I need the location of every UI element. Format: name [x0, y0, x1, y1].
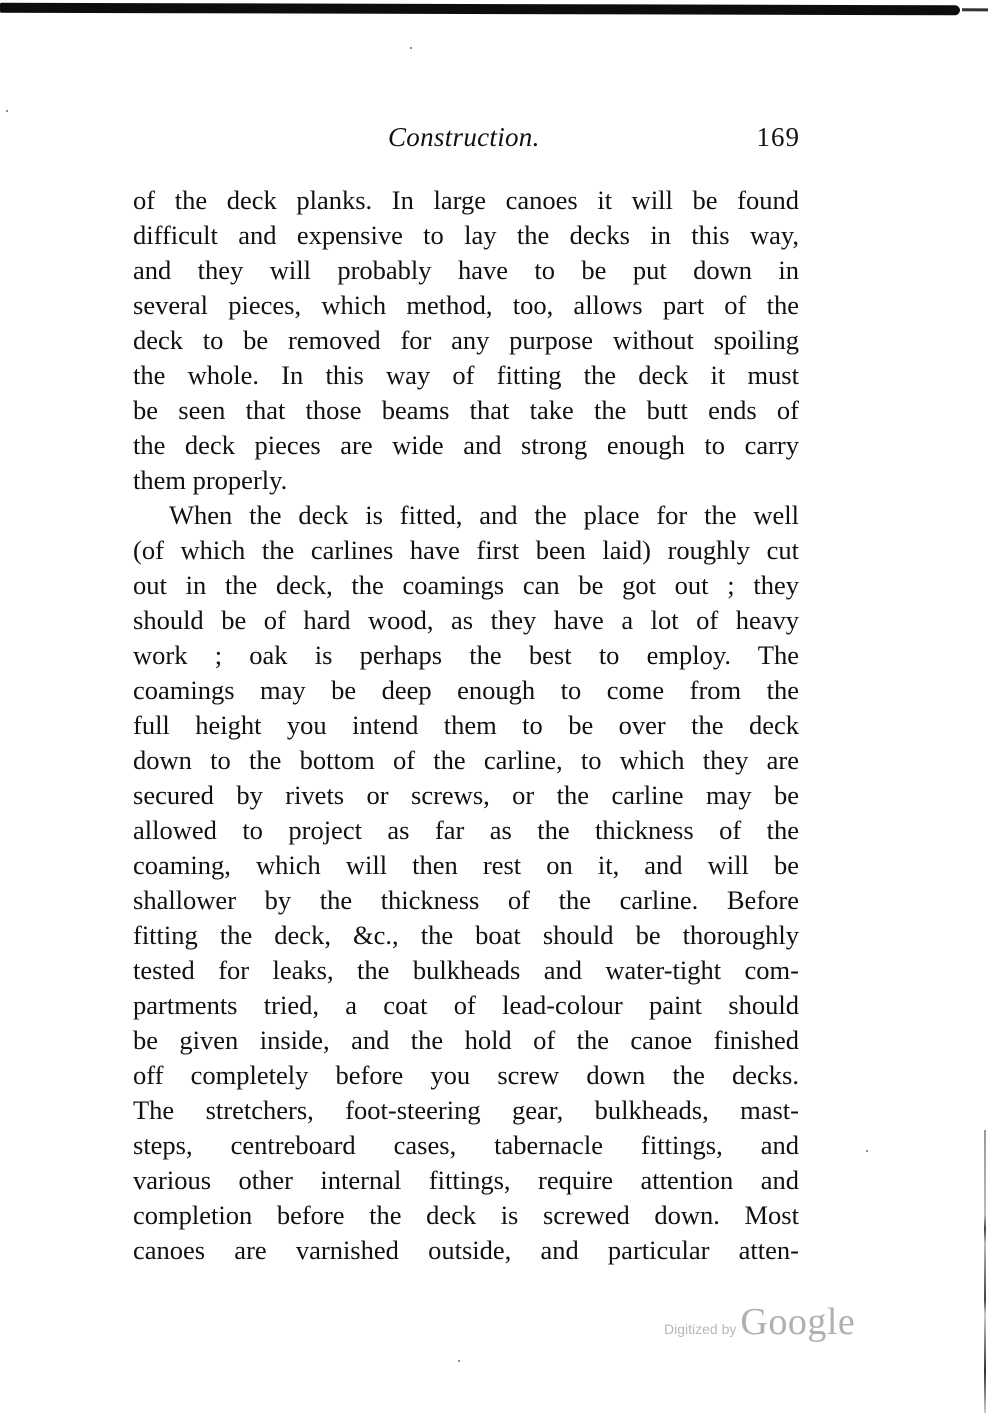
text-line: The stretchers, foot-steering gear, bulkheads, mast- [133, 1095, 799, 1125]
text-line: and they will probably have to be put down in [133, 255, 799, 285]
running-title: Construction. [388, 122, 540, 152]
text-line: When the deck is fitted, and the place for the well [169, 500, 799, 530]
text-line: off completely before you screw down the decks. [133, 1060, 799, 1090]
text-line: coaming, which will then rest on it, and will be [133, 850, 799, 880]
digitized-by-google-watermark [664, 1300, 855, 1344]
text-line: shallower by the thickness of the carline. Before [133, 885, 799, 915]
text-line: various other internal fittings, require attention and [133, 1165, 799, 1195]
scan-speck [866, 1150, 868, 1152]
text-line: down to the bottom of the carline, to which they are [133, 745, 799, 775]
google-logo-text: Google [740, 1301, 856, 1343]
body-text [133, 183, 799, 1268]
scan-speck [6, 110, 8, 112]
text-line: the whole. In this way of fitting the deck it must [133, 360, 799, 390]
text-line: difficult and expensive to lay the decks in this way, [133, 220, 799, 250]
text-line: fitting the deck, &c., the boat should be thoroughly [133, 920, 799, 950]
text-line: several pieces, which method, too, allows part of the [133, 290, 799, 320]
page-number: 169 [756, 122, 800, 152]
text-line: deck to be removed for any purpose without spoiling [133, 325, 799, 355]
scanned-page-top-edge [0, 3, 960, 16]
text-line: full height you intend them to be over the deck [133, 710, 799, 740]
text-line: canoes are varnished outside, and particular atten- [133, 1235, 799, 1265]
text-line: partments tried, a coat of lead-colour paint should [133, 990, 799, 1020]
text-line: them properly. [133, 465, 288, 495]
scan-speck [410, 47, 412, 49]
scanned-page-right-edge [984, 1130, 986, 1413]
text-line: should be of hard wood, as they have a lot of heavy [133, 605, 799, 635]
running-head [388, 122, 800, 162]
text-line: allowed to project as far as the thickness of the [133, 815, 799, 845]
text-line: (of which the carlines have first been laid) roughly cut [133, 535, 799, 565]
text-line: the deck pieces are wide and strong enough to carry [133, 430, 799, 460]
text-line: completion before the deck is screwed down. Most [133, 1200, 799, 1230]
text-line: tested for leaks, the bulkheads and water-tight com- [133, 955, 799, 985]
text-line: be seen that those beams that take the butt ends of [133, 395, 799, 425]
text-line: coamings may be deep enough to come from the [133, 675, 799, 705]
text-line: out in the deck, the coamings can be got out ; they [133, 570, 799, 600]
text-line: steps, centreboard cases, tabernacle fittings, and [133, 1130, 799, 1160]
text-line: secured by rivets or screws, or the carline may be [133, 780, 799, 810]
paragraph-1 [133, 183, 799, 498]
text-line: work ; oak is perhaps the best to employ. The [133, 640, 799, 670]
watermark-prefix: Digitized by [664, 1321, 737, 1337]
text-line: be given inside, and the hold of the canoe finished [133, 1025, 799, 1055]
text-line: of the deck planks. In large canoes it will be found [133, 185, 799, 215]
paragraph-2 [133, 498, 799, 1268]
scan-speck [458, 1360, 460, 1362]
